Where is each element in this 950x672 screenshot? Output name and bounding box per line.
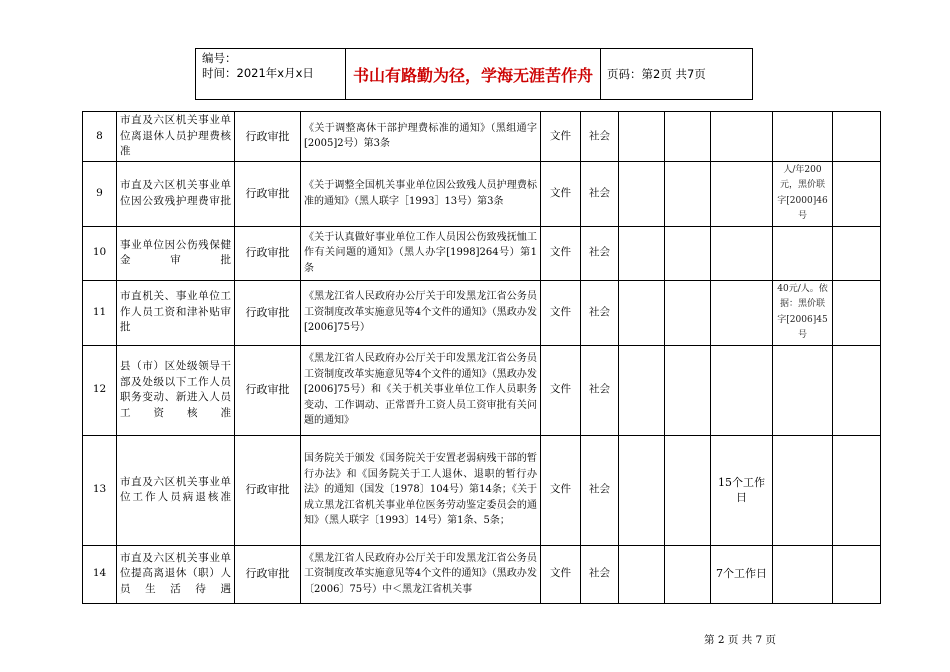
- row-no: 10: [83, 226, 117, 280]
- page-footer: 第 2 页 共 7 页: [704, 634, 777, 646]
- row-type: 行政审批: [235, 280, 301, 345]
- row-days: [711, 161, 773, 226]
- row-type: 行政审批: [235, 112, 301, 162]
- table-row: [83, 112, 881, 162]
- empty-cell: [619, 545, 665, 603]
- row-name: 县（市）区处级领导干部及处级以下工作人员职务变动、新进入人员工资核准: [117, 345, 235, 435]
- row-fee: 40元/人。依据：黑价联字[2006]45号: [773, 280, 833, 345]
- row-basis: 《关于调整离休干部护理费标准的通知》（黑组通字[2005]2号）第3条: [301, 112, 541, 162]
- row-form: 文件: [541, 545, 581, 603]
- row-form: 文件: [541, 161, 581, 226]
- row-type: 行政审批: [235, 161, 301, 226]
- row-target: 社会: [581, 545, 619, 603]
- empty-cell: [619, 112, 665, 162]
- table-row: [83, 226, 881, 280]
- row-fee: [773, 345, 833, 435]
- row-no: 8: [83, 112, 117, 162]
- row-target: 社会: [581, 112, 619, 162]
- row-basis: 国务院关于颁发《国务院关于安置老弱病残干部的暂行办法》和《国务院关于工人退休、退职的暂行办法》的通知（国发〔1978〕104号）第14条；《关于成立黑龙江省机关事业单位医务劳动鉴定委员会的通知》（黑人联字〔1993〕14号）第1条、5条；: [301, 435, 541, 545]
- row-form: 文件: [541, 226, 581, 280]
- row-target: 社会: [581, 345, 619, 435]
- row-form: 文件: [541, 435, 581, 545]
- row-fee: [773, 435, 833, 545]
- row-form: 文件: [541, 345, 581, 435]
- row-name: 事业单位因公伤残保健金审批: [117, 226, 235, 280]
- row-days: 7个工作日: [711, 545, 773, 603]
- row-no: 13: [83, 435, 117, 545]
- empty-cell: [665, 226, 711, 280]
- row-target: 社会: [581, 435, 619, 545]
- page-header: [195, 48, 753, 100]
- empty-cell: [833, 345, 881, 435]
- empty-cell: [833, 112, 881, 162]
- row-days: [711, 280, 773, 345]
- empty-cell: [665, 112, 711, 162]
- table-row: [83, 280, 881, 345]
- row-target: 社会: [581, 226, 619, 280]
- empty-cell: [619, 226, 665, 280]
- row-type: 行政审批: [235, 226, 301, 280]
- row-no: 12: [83, 345, 117, 435]
- row-type: 行政审批: [235, 345, 301, 435]
- row-fee: [773, 112, 833, 162]
- serial-label: 编号：: [202, 51, 237, 65]
- empty-cell: [619, 345, 665, 435]
- row-target: 社会: [581, 161, 619, 226]
- empty-cell: [619, 161, 665, 226]
- row-days: [711, 345, 773, 435]
- approval-table: [82, 111, 881, 604]
- row-name: 市直及六区机关事业单位因公致残护理费审批: [117, 161, 235, 226]
- empty-cell: [665, 345, 711, 435]
- row-no: 14: [83, 545, 117, 603]
- empty-cell: [833, 226, 881, 280]
- page-code: 页码：第2页 共7页: [607, 67, 706, 81]
- empty-cell: [833, 161, 881, 226]
- row-type: 行政审批: [235, 545, 301, 603]
- row-form: 文件: [541, 112, 581, 162]
- row-fee: 人/年200元，黑价联字[2000]46号: [773, 161, 833, 226]
- empty-cell: [665, 435, 711, 545]
- row-days: [711, 226, 773, 280]
- empty-cell: [665, 161, 711, 226]
- empty-cell: [619, 435, 665, 545]
- row-no: 11: [83, 280, 117, 345]
- time-text: 时间：2021年x月x日: [202, 66, 314, 80]
- row-name: 市直及六区机关事业单位提高离退休（职）人员生活待遇: [117, 545, 235, 603]
- row-fee: [773, 226, 833, 280]
- empty-cell: [665, 280, 711, 345]
- empty-cell: [665, 545, 711, 603]
- row-basis: 《关于认真做好事业单位工作人员因公伤致残抚恤工作有关问题的通知》（黑人办字[1998]264号）第1条: [301, 226, 541, 280]
- row-no: 9: [83, 161, 117, 226]
- motto: 书山有路勤为径，学海无涯苦作舟: [346, 49, 601, 99]
- row-basis: 《黑龙江省人民政府办公厅关于印发黑龙江省公务员工资制度改革实施意见等4个文件的通知》（黑政办发[2006]75号）和《关于机关事业单位工作人员职务变动、工作调动、正常晋升工资人员工资审批有关问题的通知》: [301, 345, 541, 435]
- table-row: [83, 545, 881, 603]
- table-row: [83, 161, 881, 226]
- row-name: 市直及六区机关事业单位工作人员病退核准: [117, 435, 235, 545]
- empty-cell: [833, 435, 881, 545]
- row-target: 社会: [581, 280, 619, 345]
- row-basis: 《黑龙江省人民政府办公厅关于印发黑龙江省公务员工资制度改革实施意见等4个文件的通知》（黑政办发[2006]75号）: [301, 280, 541, 345]
- row-name: 市直机关、事业单位工作人员工资和津补贴审批: [117, 280, 235, 345]
- row-name: 市直及六区机关事业单位离退休人员护理费核准: [117, 112, 235, 162]
- empty-cell: [833, 545, 881, 603]
- row-days: [711, 112, 773, 162]
- row-type: 行政审批: [235, 435, 301, 545]
- row-form: 文件: [541, 280, 581, 345]
- empty-cell: [833, 280, 881, 345]
- header-meta: [196, 49, 346, 99]
- table-row: [83, 345, 881, 435]
- row-fee: [773, 545, 833, 603]
- row-basis: 《黑龙江省人民政府办公厅关于印发黑龙江省公务员工资制度改革实施意见等4个文件的通知》（黑政办发〔2006〕75号）中＜黑龙江省机关事: [301, 545, 541, 603]
- empty-cell: [619, 280, 665, 345]
- table-row: [83, 435, 881, 545]
- row-days: 15个工作日: [711, 435, 773, 545]
- row-basis: 《关于调整全国机关事业单位因公致残人员护理费标准的通知》（黑人联字［1993］13号）第3条: [301, 161, 541, 226]
